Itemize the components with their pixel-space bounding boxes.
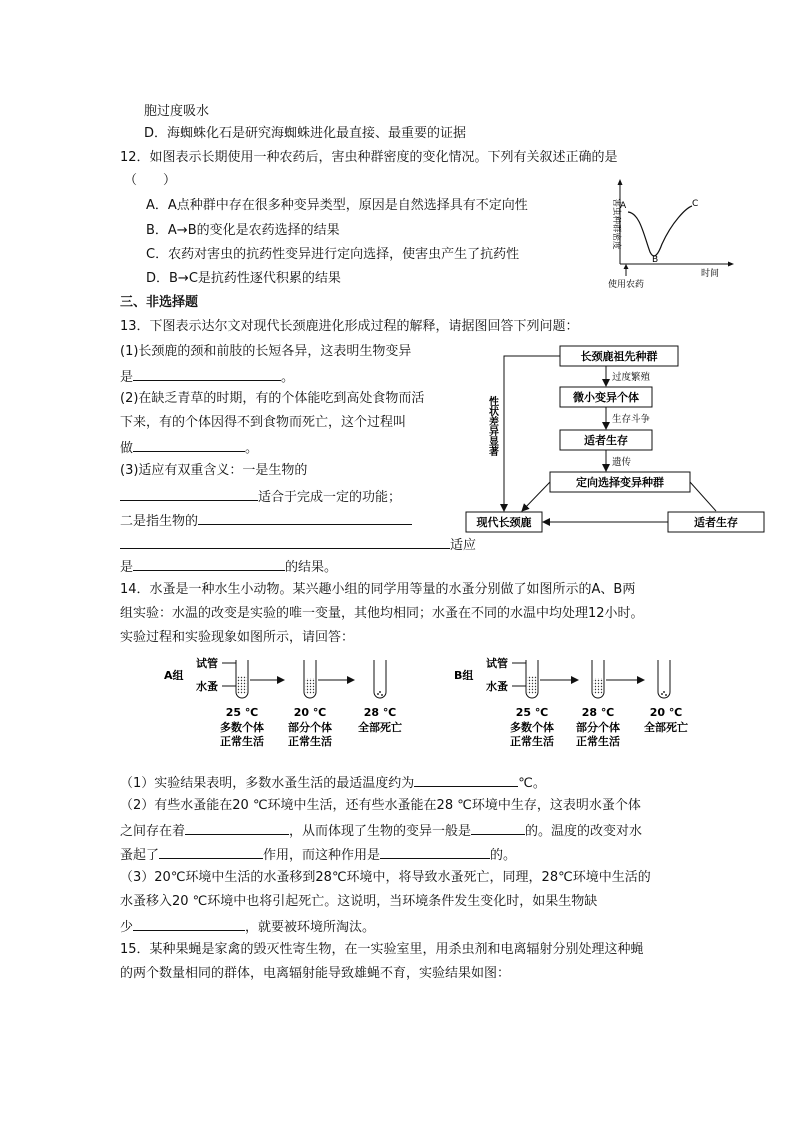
group-b-flea-label: 水蚤 xyxy=(486,680,508,693)
q12-option-b: B．A→B的变化是农药选择的结果 xyxy=(146,223,340,238)
q12-density-graph xyxy=(588,178,738,290)
arrow-heredity-label: 遗传 xyxy=(612,457,632,468)
q14-sub3-c: 少 ，就要被环境所淘汰。 xyxy=(120,916,375,936)
group-b-temp-3: 20 ℃ xyxy=(649,706,683,719)
q14-line3: 实验过程和实验现象如图所示，请回答： xyxy=(120,630,355,645)
q12-option-a: A．A点种群中存在很多种变异类型，原因是自然选择具有不定向性 xyxy=(146,198,528,213)
q13-part3-e: 是 的结果。 xyxy=(120,556,337,576)
group-a-result-1b: 正常生活 xyxy=(220,735,264,748)
q13-part2-b: 下来，有的个体因得不到食物而死亡，这个过程叫 xyxy=(120,415,407,430)
box-ancestor-label: 长颈鹿祖先种群 xyxy=(580,350,658,363)
answer-blank[interactable] xyxy=(133,366,281,381)
box-modern-label: 现代长颈鹿 xyxy=(476,516,532,529)
group-a-result-2a: 部分个体 xyxy=(288,721,332,734)
group-a-flea-label: 水蚤 xyxy=(196,680,218,693)
q14-sub1: （1）实验结果表明，多数水蚤生活的最适温度约为 ℃。 xyxy=(120,772,546,792)
q12-option-c: C．农药对害虫的抗药性变异进行定向选择，使害虫产生了抗药性 xyxy=(146,247,520,262)
answer-blank[interactable] xyxy=(120,486,258,501)
q13-part2-a: (2)在缺乏青草的时期，有的个体能吃到高处食物而活 xyxy=(120,391,425,406)
q14-experiment-figure xyxy=(150,652,710,762)
q13-stem: 13．下图表示达尔文对现代长颈鹿进化形成过程的解释，请据图回答下列问题： xyxy=(120,319,579,334)
group-b-result-2a: 部分个体 xyxy=(576,721,620,734)
q15-line1: 15．某种果蝇是家禽的毁灭性寄生物，在一实验室里，用杀虫剂和电离辐射分别处理这种蝇 xyxy=(120,942,644,957)
answer-blank[interactable] xyxy=(120,534,450,549)
box-survival-label: 适者生存 xyxy=(584,434,628,447)
q14-sub3-b: 水蚤移入20 ℃环境中也将引起死亡。这说明，当环境条件发生变化时，如果生物缺 xyxy=(120,894,598,909)
arrow-fittest-back xyxy=(690,482,716,511)
box-variant-label: 微小变异个体 xyxy=(573,391,639,404)
q13-part3-c: 二是指生物的 xyxy=(120,510,412,530)
q14-sub2-c: 蚤起了 作用，而这种作用是 的。 xyxy=(120,844,516,864)
graph-x-label: 时间 xyxy=(701,269,720,279)
answer-blank[interactable] xyxy=(380,844,490,859)
side-label-text: 性状差异显著 xyxy=(486,396,498,456)
arrow-struggle-label: 生存斗争 xyxy=(612,414,651,425)
q13-part3-a: (3)适应有双重含义：一是生物的 xyxy=(120,463,308,478)
group-a-temp-1: 25 ℃ xyxy=(225,706,259,719)
q14-sub2-b: 之间存在着 ，从而体现了生物的变异一般是 的。温度的改变对水 xyxy=(120,820,642,840)
graph-point-a: A xyxy=(620,201,627,211)
arrow-overbreed-label: 过度繁殖 xyxy=(612,372,651,383)
q14-sub3-a: （3）20℃环境中生活的水蚤移到28℃环境中，将导致水蚤死亡，同理，28℃环境中生活的 xyxy=(120,870,651,885)
group-a-label: A组 xyxy=(164,669,184,682)
answer-blank[interactable] xyxy=(198,510,412,525)
group-a-result-1a: 多数个体 xyxy=(220,721,264,734)
answer-blank[interactable] xyxy=(185,820,289,835)
q11-option-d: D．海蜘蛛化石是研究海蜘蛛进化最直接、最重要的证据 xyxy=(144,126,467,141)
q13-part1-a: (1)长颈鹿的颈和前肢的长短各异，这表明生物变异 xyxy=(120,344,412,359)
answer-blank[interactable] xyxy=(471,820,525,835)
group-b-result-3a: 全部死亡 xyxy=(644,721,688,734)
section-title: 三、非选择题 xyxy=(120,295,199,310)
graph-pesticide-arrowhead xyxy=(624,264,629,269)
side-label xyxy=(487,395,499,457)
graph-y-arrow xyxy=(618,179,623,185)
answer-blank[interactable] xyxy=(414,772,518,787)
answer-blank[interactable] xyxy=(133,437,245,452)
graph-curve xyxy=(628,206,692,256)
q14-line1: 14．水蚤是一种水生小动物。某兴趣小组的同学用等量的水蚤分别做了如图所示的A、B两 xyxy=(120,582,636,597)
q13-evolution-diagram xyxy=(462,338,772,540)
group-a-tube-label: 试管 xyxy=(196,657,218,670)
box-directed-label: 定向选择变异种群 xyxy=(576,476,664,489)
answer-blank[interactable] xyxy=(133,916,245,931)
answer-blank[interactable] xyxy=(159,844,263,859)
group-a-temp-2: 20 ℃ xyxy=(293,706,327,719)
q14-line2: 组实验：水温的改变是实验的唯一变量，其他均相同；水蚤在不同的水温中均处理12小时。 xyxy=(120,606,644,621)
q12-paren: （ ） xyxy=(124,173,177,188)
q12-stem: 12．如图表示长期使用一种农药后，害虫种群密度的变化情况。下列有关叙述正确的是 xyxy=(120,150,618,165)
graph-arrow-label: 使用农药 xyxy=(608,280,645,290)
group-b-tube-label: 试管 xyxy=(486,657,508,670)
group-b-label: B组 xyxy=(454,669,474,682)
graph-y-label: 害虫种群密度 xyxy=(611,198,621,250)
q13-part1-b: 是 。 xyxy=(120,366,294,386)
q13-part2-c: 做 。 xyxy=(120,437,258,457)
graph-x-arrow xyxy=(728,262,734,267)
q15-line2: 的两个数量相同的群体，电离辐射能导致雄蝇不育，实验结果如图： xyxy=(120,966,511,981)
group-b-temp-2: 28 ℃ xyxy=(581,706,615,719)
group-b-result-1a: 多数个体 xyxy=(510,721,554,734)
q13-part3-b: 适合于完成一定的功能； xyxy=(120,486,401,506)
group-b-result-2b: 正常生活 xyxy=(576,735,620,748)
group-a-result-2b: 正常生活 xyxy=(288,735,332,748)
graph-point-b: B xyxy=(652,255,659,265)
answer-blank[interactable] xyxy=(133,556,285,571)
q14-sub2-a: （2）有些水蚤能在20 ℃环境中生活，还有些水蚤能在28 ℃环境中生存，这表明水蚤个体 xyxy=(120,798,641,813)
group-a-result-3a: 全部死亡 xyxy=(358,721,402,734)
group-a-temp-3: 28 ℃ xyxy=(363,706,397,719)
group-b-temp-1: 25 ℃ xyxy=(515,706,549,719)
box-fittest-label: 适者生存 xyxy=(694,516,738,529)
graph-point-c: C xyxy=(692,199,699,209)
q11-line: 胞过度吸水 xyxy=(144,104,210,119)
q13-part3-d: 适应 xyxy=(120,534,476,554)
group-b-result-1b: 正常生活 xyxy=(510,735,554,748)
arrow-to-modern xyxy=(522,482,550,511)
q12-option-d: D．B→C是抗药性逐代积累的结果 xyxy=(146,271,341,286)
